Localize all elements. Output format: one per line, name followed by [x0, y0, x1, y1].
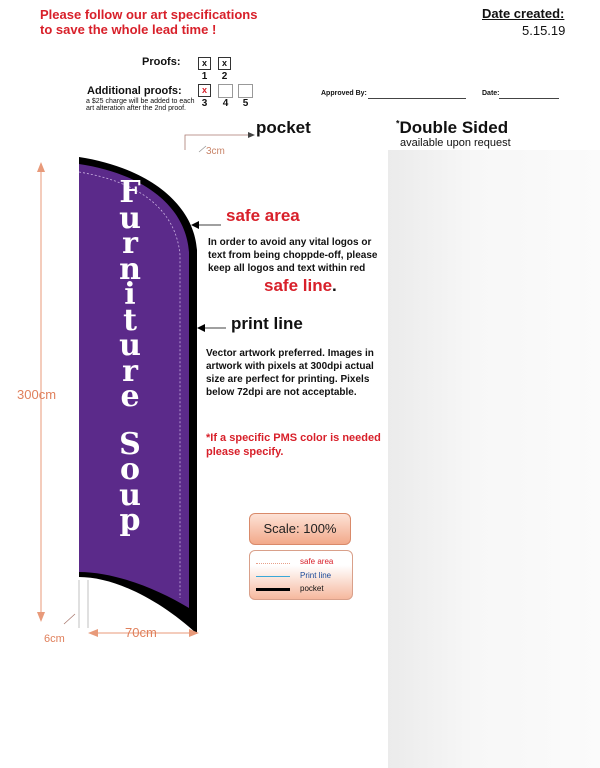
vector-artwork-note: Vector artwork preferred. Images in artwork with pixels at 300dpi actual size are perfect for printing. Pixels below 72dpi are not acceptable.	[206, 348, 374, 398]
pocket-label: pocket	[256, 118, 311, 137]
notice-line-2: to save the whole lead time !	[40, 22, 217, 37]
safe-area-title: safe area	[226, 206, 300, 225]
legend-pocket-line	[256, 588, 290, 591]
flag-letter: u	[119, 200, 141, 236]
flag-letter: S	[119, 426, 141, 462]
pole-tick	[64, 614, 75, 624]
flag-letter: u	[119, 477, 141, 513]
legend-safe-line	[256, 563, 290, 564]
flag-letter: r	[122, 353, 138, 389]
proof-number-4: 4	[222, 98, 229, 109]
date-created-value: 5.15.19	[522, 23, 566, 38]
flag-letter: F	[119, 175, 141, 210]
asterisk: *	[396, 118, 400, 129]
print-line-arrow-head	[197, 324, 205, 332]
width-dimension-label: 70cm	[125, 625, 157, 640]
double-sided-subtitle: available upon request	[400, 137, 511, 149]
safe-area-description: In order to avoid any vital logos or text from being choppde-off, please keep all logos and text within red	[208, 237, 378, 274]
line-legend	[249, 550, 353, 600]
pms-color-note: *If a specific PMS color is needed please specify.	[206, 432, 381, 458]
proof-charge-note: a $25 charge will be added to each art alteration after the 2nd proof.	[86, 98, 195, 112]
flag-vertical-text	[110, 175, 150, 538]
print-line-title: print line	[231, 314, 303, 333]
proof-number-5: 5	[242, 98, 249, 109]
pocket-size-tick	[199, 146, 206, 152]
height-dimension-label: 300cm	[17, 387, 57, 402]
flag-letter: n	[119, 251, 141, 287]
safe-area-arrow-head	[191, 221, 199, 229]
approved-by-label: Approved By:	[321, 90, 367, 97]
proof-checkbox-1[interactable]: x	[198, 57, 211, 70]
proofs-label: Proofs:	[142, 56, 181, 68]
proof-checkbox-2[interactable]: x	[218, 57, 231, 70]
legend-print-line	[256, 576, 290, 577]
flag-letter: t	[123, 302, 137, 338]
width-arrow-left	[88, 629, 98, 637]
pole-dimension-label: 6cm	[44, 633, 65, 645]
additional-proofs-label: Additional proofs:	[87, 85, 182, 97]
height-arrow-bottom	[37, 612, 45, 622]
legend-print-label: Print line	[300, 571, 332, 580]
flag-letter: o	[119, 452, 140, 487]
double-sided-title	[396, 118, 508, 138]
proof-number-3: 3	[201, 98, 208, 109]
proof-number-2: 2	[221, 71, 228, 82]
legend-safe-label: safe area	[300, 557, 334, 566]
proof-checkbox-3[interactable]: x	[198, 84, 211, 97]
double-sided-text: Double Sided	[399, 118, 509, 137]
date-created-label: Date created:	[482, 6, 565, 21]
notice-line-1: Please follow our art specifications	[40, 7, 258, 22]
pocket-arrow-head	[248, 132, 255, 138]
flag-letter: i	[124, 277, 136, 312]
pocket-size-label: 3cm	[206, 146, 225, 157]
proof-number-1: 1	[201, 71, 208, 82]
flag-letter: p	[119, 503, 141, 538]
approval-date-label: Date:	[482, 90, 500, 97]
flag-letter: r	[122, 226, 138, 261]
safe-line-word: safe line	[264, 276, 333, 295]
scale-button[interactable]: Scale: 100%	[249, 513, 351, 545]
flag-letter: u	[119, 328, 141, 363]
safe-line-emphasis	[264, 276, 337, 296]
safe-line-period: .	[332, 276, 337, 295]
height-arrow-top	[37, 162, 45, 172]
flag-letter: e	[120, 379, 140, 414]
legend-pocket-label: pocket	[300, 584, 324, 593]
